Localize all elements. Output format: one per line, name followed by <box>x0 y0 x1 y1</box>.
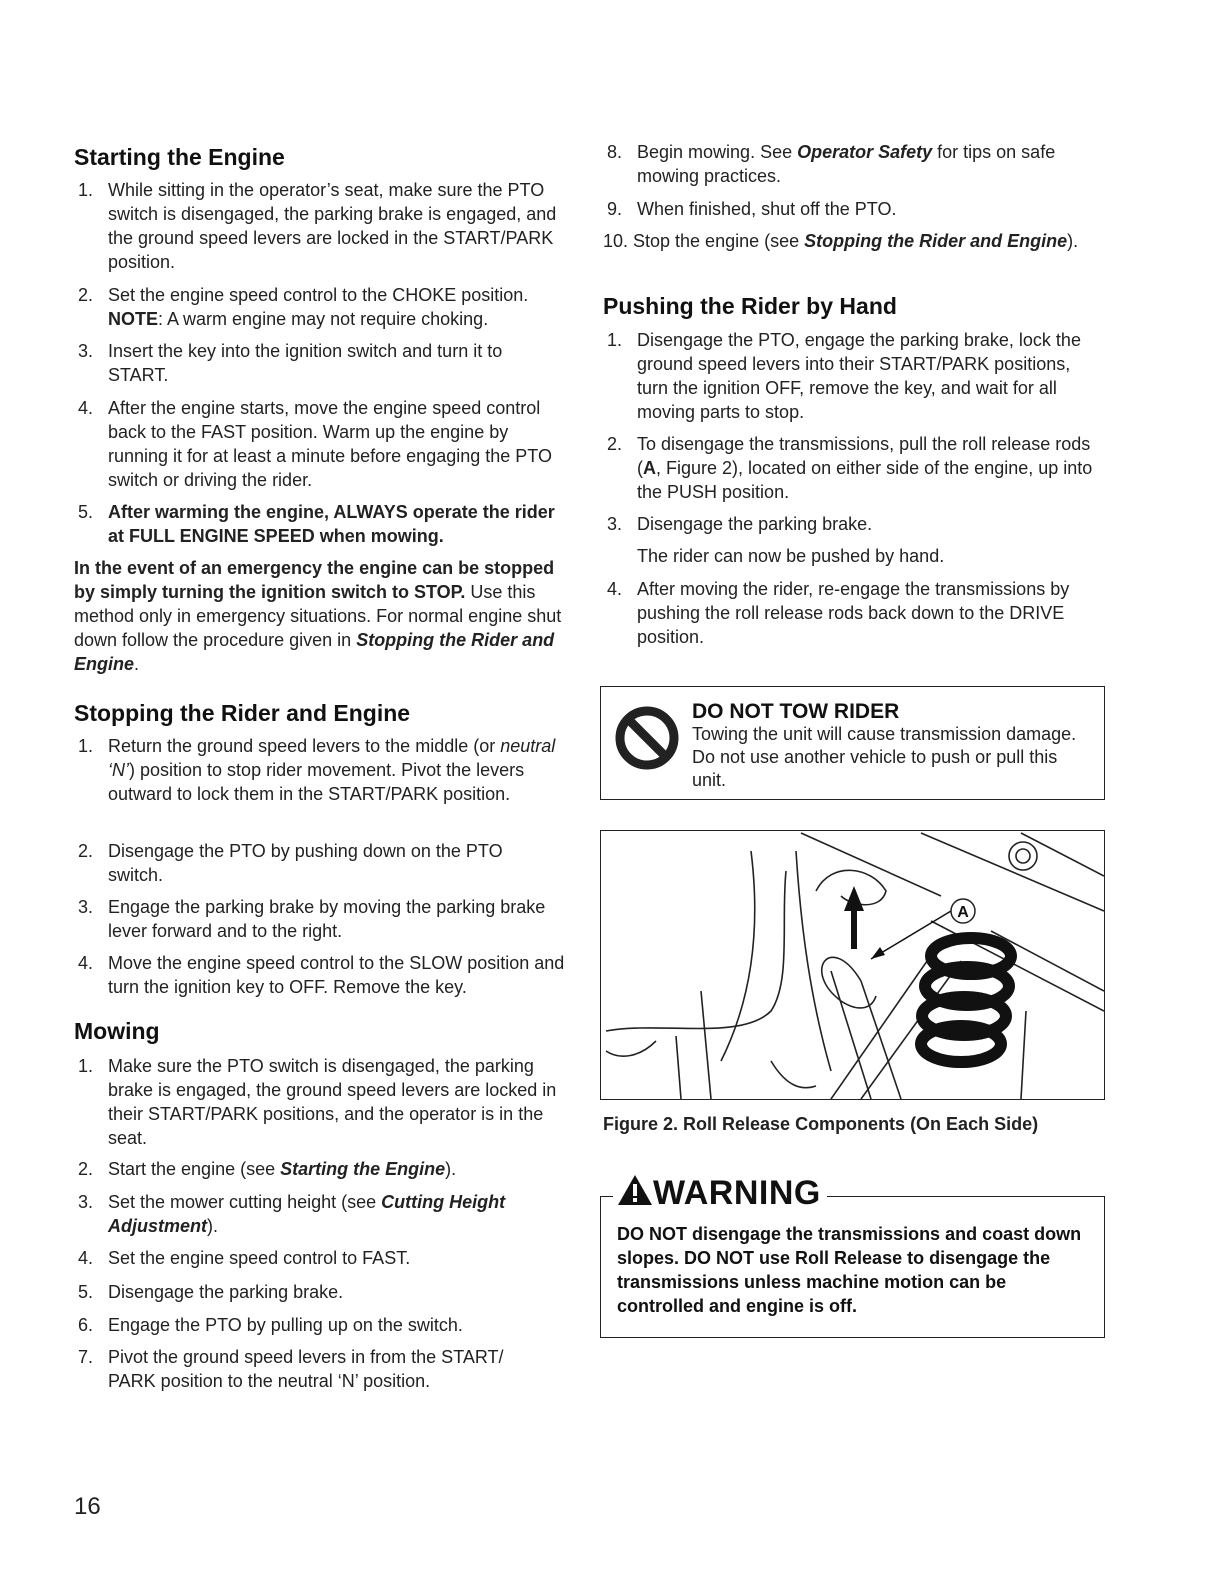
heading-stopping: Stopping the Rider and Engine <box>74 700 411 726</box>
warning-box <box>600 1174 1105 1338</box>
emergency-paragraph: In the event of an emergency the engine can be stopped by simply turning the ignition switch to STOP. Use this method only in emergency situations. For normal engine shut down follow the procedure given in Stopping the Rider and Engine. <box>74 558 562 674</box>
list-item: 1. Return the ground speed levers to the middle (or neutral ‘N’) position to stop rider movement. Pivot the levers outward to lock them in the START/PARK position. <box>78 736 556 804</box>
list-item: 5. After warming the engine, ALWAYS operate the rider at FULL ENGINE SPEED when mowing. <box>78 502 555 546</box>
warning-triangle-icon <box>617 1174 653 1206</box>
list-item: 4. After moving the rider, re-engage the transmissions by pushing the roll release rods back down to the DRIVE position. <box>607 579 1070 647</box>
list-item: 3. Insert the key into the ignition switch and turn it to START. <box>78 341 503 385</box>
roll-release-illustration <box>601 831 1104 1099</box>
list-item: 5. Disengage the parking brake. <box>78 1282 344 1302</box>
list-item: 1. Disengage the PTO, engage the parking brake, lock the ground speed levers into their START/PARK positions, turn the ignition OFF, remove the key, and wait for all moving parts to stop. <box>607 330 1081 422</box>
list-item: 10. Stop the engine (see Stopping the Rider and Engine). <box>603 231 1079 251</box>
notice-text: Towing the unit will cause transmission damage. Do not use another vehicle to push or pull this unit. <box>692 724 1077 790</box>
callout-a: A <box>957 904 969 921</box>
list-item: 4. Set the engine speed control to FAST. <box>78 1248 411 1268</box>
list-item: 4. Move the engine speed control to the SLOW position and turn the ignition key to OFF. Remove the key. <box>78 953 565 997</box>
list-item: 2. To disengage the transmissions, pull the roll release rods (A, Figure 2), located on either side of the engine, up into the PUSH position. <box>607 434 1093 502</box>
figure-roll-release <box>600 830 1105 1100</box>
warning-header: WARNING <box>613 1174 827 1213</box>
notice-box <box>600 686 1105 800</box>
ref-link: Stopping the Rider and Engine <box>74 630 555 674</box>
list-item: The rider can now be pushed by hand. <box>637 546 945 566</box>
list-item: 7. Pivot the ground speed levers in from the START/ PARK position to the neutral ‘N’ position. <box>78 1347 504 1391</box>
list-item: 8. Begin mowing. See Operator Safety for tips on safe mowing practices. <box>607 142 1056 186</box>
list-item: 1. Make sure the PTO switch is disengaged, the parking brake is engaged, the ground speed levers are locked in their START/PARK positions, and the operator is in the seat. <box>78 1056 557 1148</box>
list-item: 6. Engage the PTO by pulling up on the switch. <box>78 1315 463 1335</box>
list-item: 3. Engage the parking brake by moving the parking brake lever forward and to the right. <box>78 897 546 941</box>
page-number: 16 <box>74 1493 101 1520</box>
prohibition-icon <box>615 706 679 770</box>
list-item: 9. When finished, shut off the PTO. <box>607 199 897 219</box>
list-item: 2. Disengage the PTO by pushing down on the PTO switch. <box>78 841 503 885</box>
warning-text: DO NOT disengage the transmissions and coast down slopes. DO NOT use Roll Release to disengage the transmissions unless machine motion can be controlled and engine is off. <box>617 1224 1082 1316</box>
list-item: 1. While sitting in the operator’s seat, make sure the PTO switch is disengaged, the parking brake is engaged, and the ground speed levers are locked in the START/PARK position. <box>78 180 557 272</box>
notice-title: DO NOT TOW RIDER <box>692 700 900 723</box>
heading-mowing: Mowing <box>74 1018 160 1044</box>
heading-pushing: Pushing the Rider by Hand <box>603 293 897 319</box>
figure-caption: Figure 2. Roll Release Components (On Each Side) <box>603 1114 1039 1134</box>
list-item: 4. After the engine starts, move the engine speed control back to the FAST position. Warm up the engine by running it for at least a minute before engaging the PTO switch or driving the rider. <box>78 398 552 490</box>
heading-starting-engine: Starting the Engine <box>74 144 285 170</box>
list-item: 3. Set the mower cutting height (see Cutting Height Adjustment). <box>78 1192 506 1236</box>
list-item: 2. Start the engine (see Starting the Engine). <box>78 1159 457 1179</box>
list-item: 3. Disengage the parking brake. <box>607 514 873 534</box>
list-item: 2. Set the engine speed control to the CHOKE position. NOTE: A warm engine may not require choking. <box>78 285 529 329</box>
